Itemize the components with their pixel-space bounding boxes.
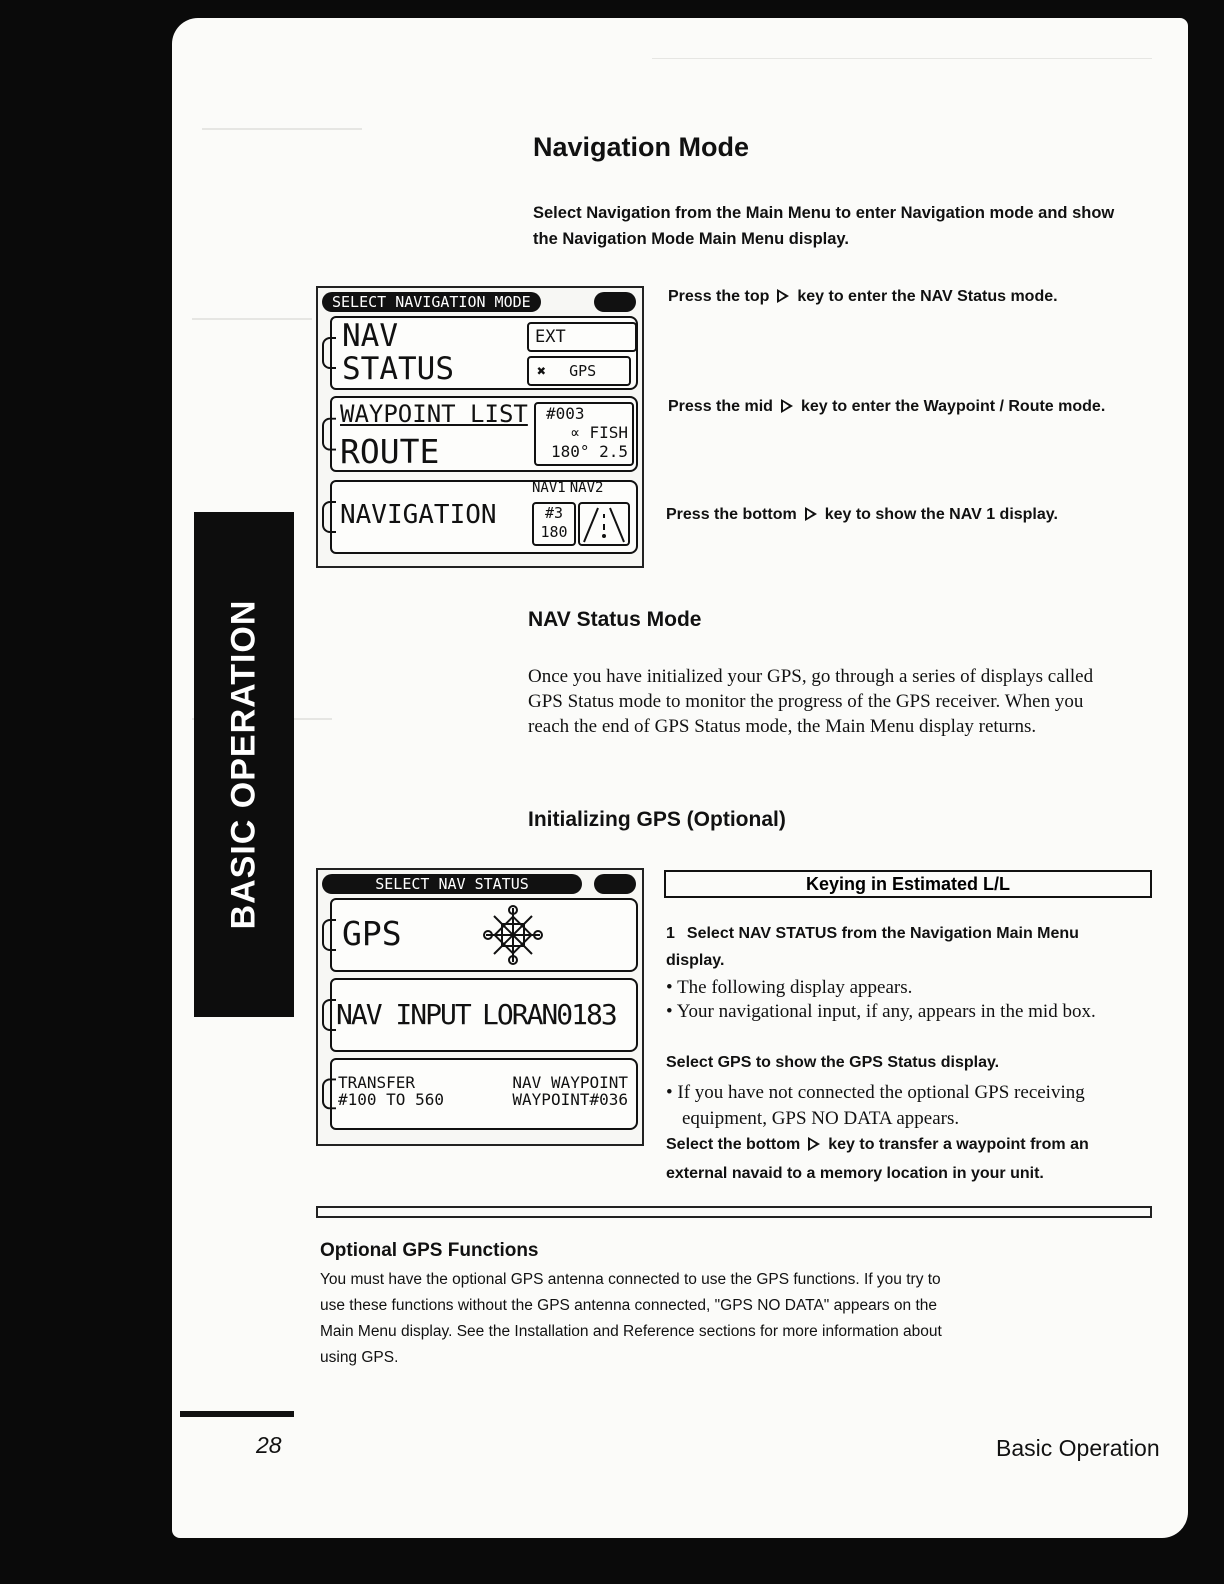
transfer-label: TRANSFER <box>338 1073 416 1092</box>
step-number: 1 <box>666 925 675 942</box>
nav-input-box <box>330 978 638 1052</box>
right-arrow-key-icon <box>805 507 817 521</box>
right-arrow-key-icon <box>808 1137 820 1151</box>
nav-status-screen <box>316 868 644 1146</box>
select-gps-line: Select GPS to show the GPS Status display. <box>666 1054 1000 1071</box>
page-number: 28 <box>256 1432 282 1458</box>
right-arrow-key-icon <box>777 289 789 303</box>
waypoint-mini-box <box>534 402 634 466</box>
instruction-top-post: key to enter the NAV Status mode. <box>797 288 1058 305</box>
waypoint-route-box <box>330 396 638 472</box>
instruction-bottom-pre: Press the bottom <box>666 506 797 523</box>
footer-section-title: Basic Operation <box>996 1435 1160 1461</box>
instruction-mid-post: key to enter the Waypoint / Route mode. <box>800 398 1106 415</box>
transfer-box <box>330 1058 638 1130</box>
instruction-mid-pre: Press the mid <box>668 398 773 415</box>
nav-status-body: Once you have initialized your GPS, go through a series of displays called GPS Status mode to monitor the progress of the GPS receiver. When you reach the end of GPS Status mode, the Main Menu display returns. <box>528 666 1094 737</box>
nav2-highway-icon <box>578 502 630 546</box>
bullet3-text: If you have not connected the optional GPS receiving equipment, GPS NO DATA appears. <box>677 1082 1085 1129</box>
ext-indicator: EXT <box>527 322 637 352</box>
footer-bar <box>180 1411 294 1417</box>
page-heading: Navigation Mode <box>533 132 750 162</box>
waypoint-number: #003 <box>546 404 585 423</box>
step1-text: Select NAV STATUS from the Navigation Main Menu display. <box>666 925 1079 969</box>
init-gps-heading: Initializing GPS (Optional) <box>528 808 786 831</box>
nav-input-value: LORAN0183 <box>482 998 616 1031</box>
keying-bullet1: • The following display appears. <box>666 977 913 998</box>
gps-box-label: GPS <box>342 914 402 953</box>
nav1-tab: NAV1 <box>532 480 566 496</box>
highway-graphic <box>580 504 628 544</box>
instruction-bottom-post: key to show the NAV 1 display. <box>824 506 1058 523</box>
waypoint-bearing-distance: 180° 2.5 <box>550 442 628 461</box>
select-bottom-post: key to transfer a waypoint from an external navaid to a memory location in your unit. <box>666 1136 1089 1182</box>
nav-status-heading: NAV Status Mode <box>528 608 702 631</box>
nav-status-line2: STATUS <box>342 351 454 387</box>
satellite-constellation-icon <box>482 904 544 966</box>
gps-indicator-label: GPS <box>569 362 597 380</box>
screen-title: SELECT NAV STATUS <box>322 874 582 894</box>
section-divider <box>316 1206 1152 1218</box>
route-line: ROUTE <box>340 432 440 471</box>
keying-step1 <box>666 920 1136 974</box>
optional-heading: Optional GPS Functions <box>320 1240 539 1261</box>
nav2-tab: NAV2 <box>569 480 604 496</box>
transfer-range: #100 TO 560 <box>338 1090 444 1109</box>
gps-box <box>330 898 638 972</box>
transfer-right <box>486 1074 628 1108</box>
sidebar-label: BASIC OPERATION <box>224 599 263 930</box>
nav1-waypoint: #3 <box>544 504 564 522</box>
keying-title-box: Keying in Estimated L/L <box>664 870 1152 898</box>
nav1-mini-box <box>532 502 576 546</box>
nav-tabs <box>532 480 603 496</box>
select-bottom-pre: Select the bottom <box>666 1136 801 1153</box>
bullet1-text: The following display appears. <box>677 977 913 998</box>
bullet2-text: Your navigational input, if any, appears in the mid box. <box>676 1001 1096 1022</box>
transfer-left <box>338 1074 444 1108</box>
navigation-mode-screen <box>316 286 644 568</box>
screen-title-end <box>594 874 636 894</box>
select-bottom-line <box>666 1130 1146 1188</box>
waypoint-list-line: WAYPOINT LIST <box>340 400 528 428</box>
optional-body: You must have the optional GPS antenna connected to use the GPS functions. If you try to use these functions without the GPS antenna connected, "GPS NO DATA" appears on the Main Menu display. See the Installation and Reference sections for more information about using GPS. <box>320 1271 942 1366</box>
waypoint-name: ∝ FISH <box>570 423 628 442</box>
right-arrow-key-icon <box>781 399 793 413</box>
instruction-top <box>668 288 1058 306</box>
instruction-mid <box>668 398 1105 416</box>
navigation-line: NAVIGATION <box>340 500 497 530</box>
satellite-icon: ✖ <box>537 362 547 380</box>
nav-waypoint-label: NAV WAYPOINT <box>512 1073 628 1092</box>
nav1-bearing: 180 <box>540 523 568 541</box>
screen-title-end <box>594 292 636 312</box>
screen-title: SELECT NAVIGATION MODE <box>322 292 541 312</box>
gps-indicator <box>527 356 631 386</box>
intro-text: Select Navigation from the Main Menu to enter Navigation mode and show the Navigation Mode Main Menu display. <box>533 204 1115 248</box>
navigation-box <box>330 480 638 554</box>
instruction-bottom <box>666 506 1058 524</box>
nav-status-box <box>330 316 638 390</box>
nav-input-label: NAV INPUT <box>336 998 470 1031</box>
keying-bullet3: • If you have not connected the optional GPS receiving equipment, GPS NO DATA appears. <box>666 1082 1085 1129</box>
keying-bullet2: • Your navigational input, if any, appears in the mid box. <box>666 1001 1096 1022</box>
section-sidebar <box>194 512 294 1017</box>
waypoint-number: WAYPOINT#036 <box>512 1090 628 1109</box>
instruction-top-pre: Press the top <box>668 288 770 305</box>
nav-status-line1: NAV <box>342 318 398 354</box>
